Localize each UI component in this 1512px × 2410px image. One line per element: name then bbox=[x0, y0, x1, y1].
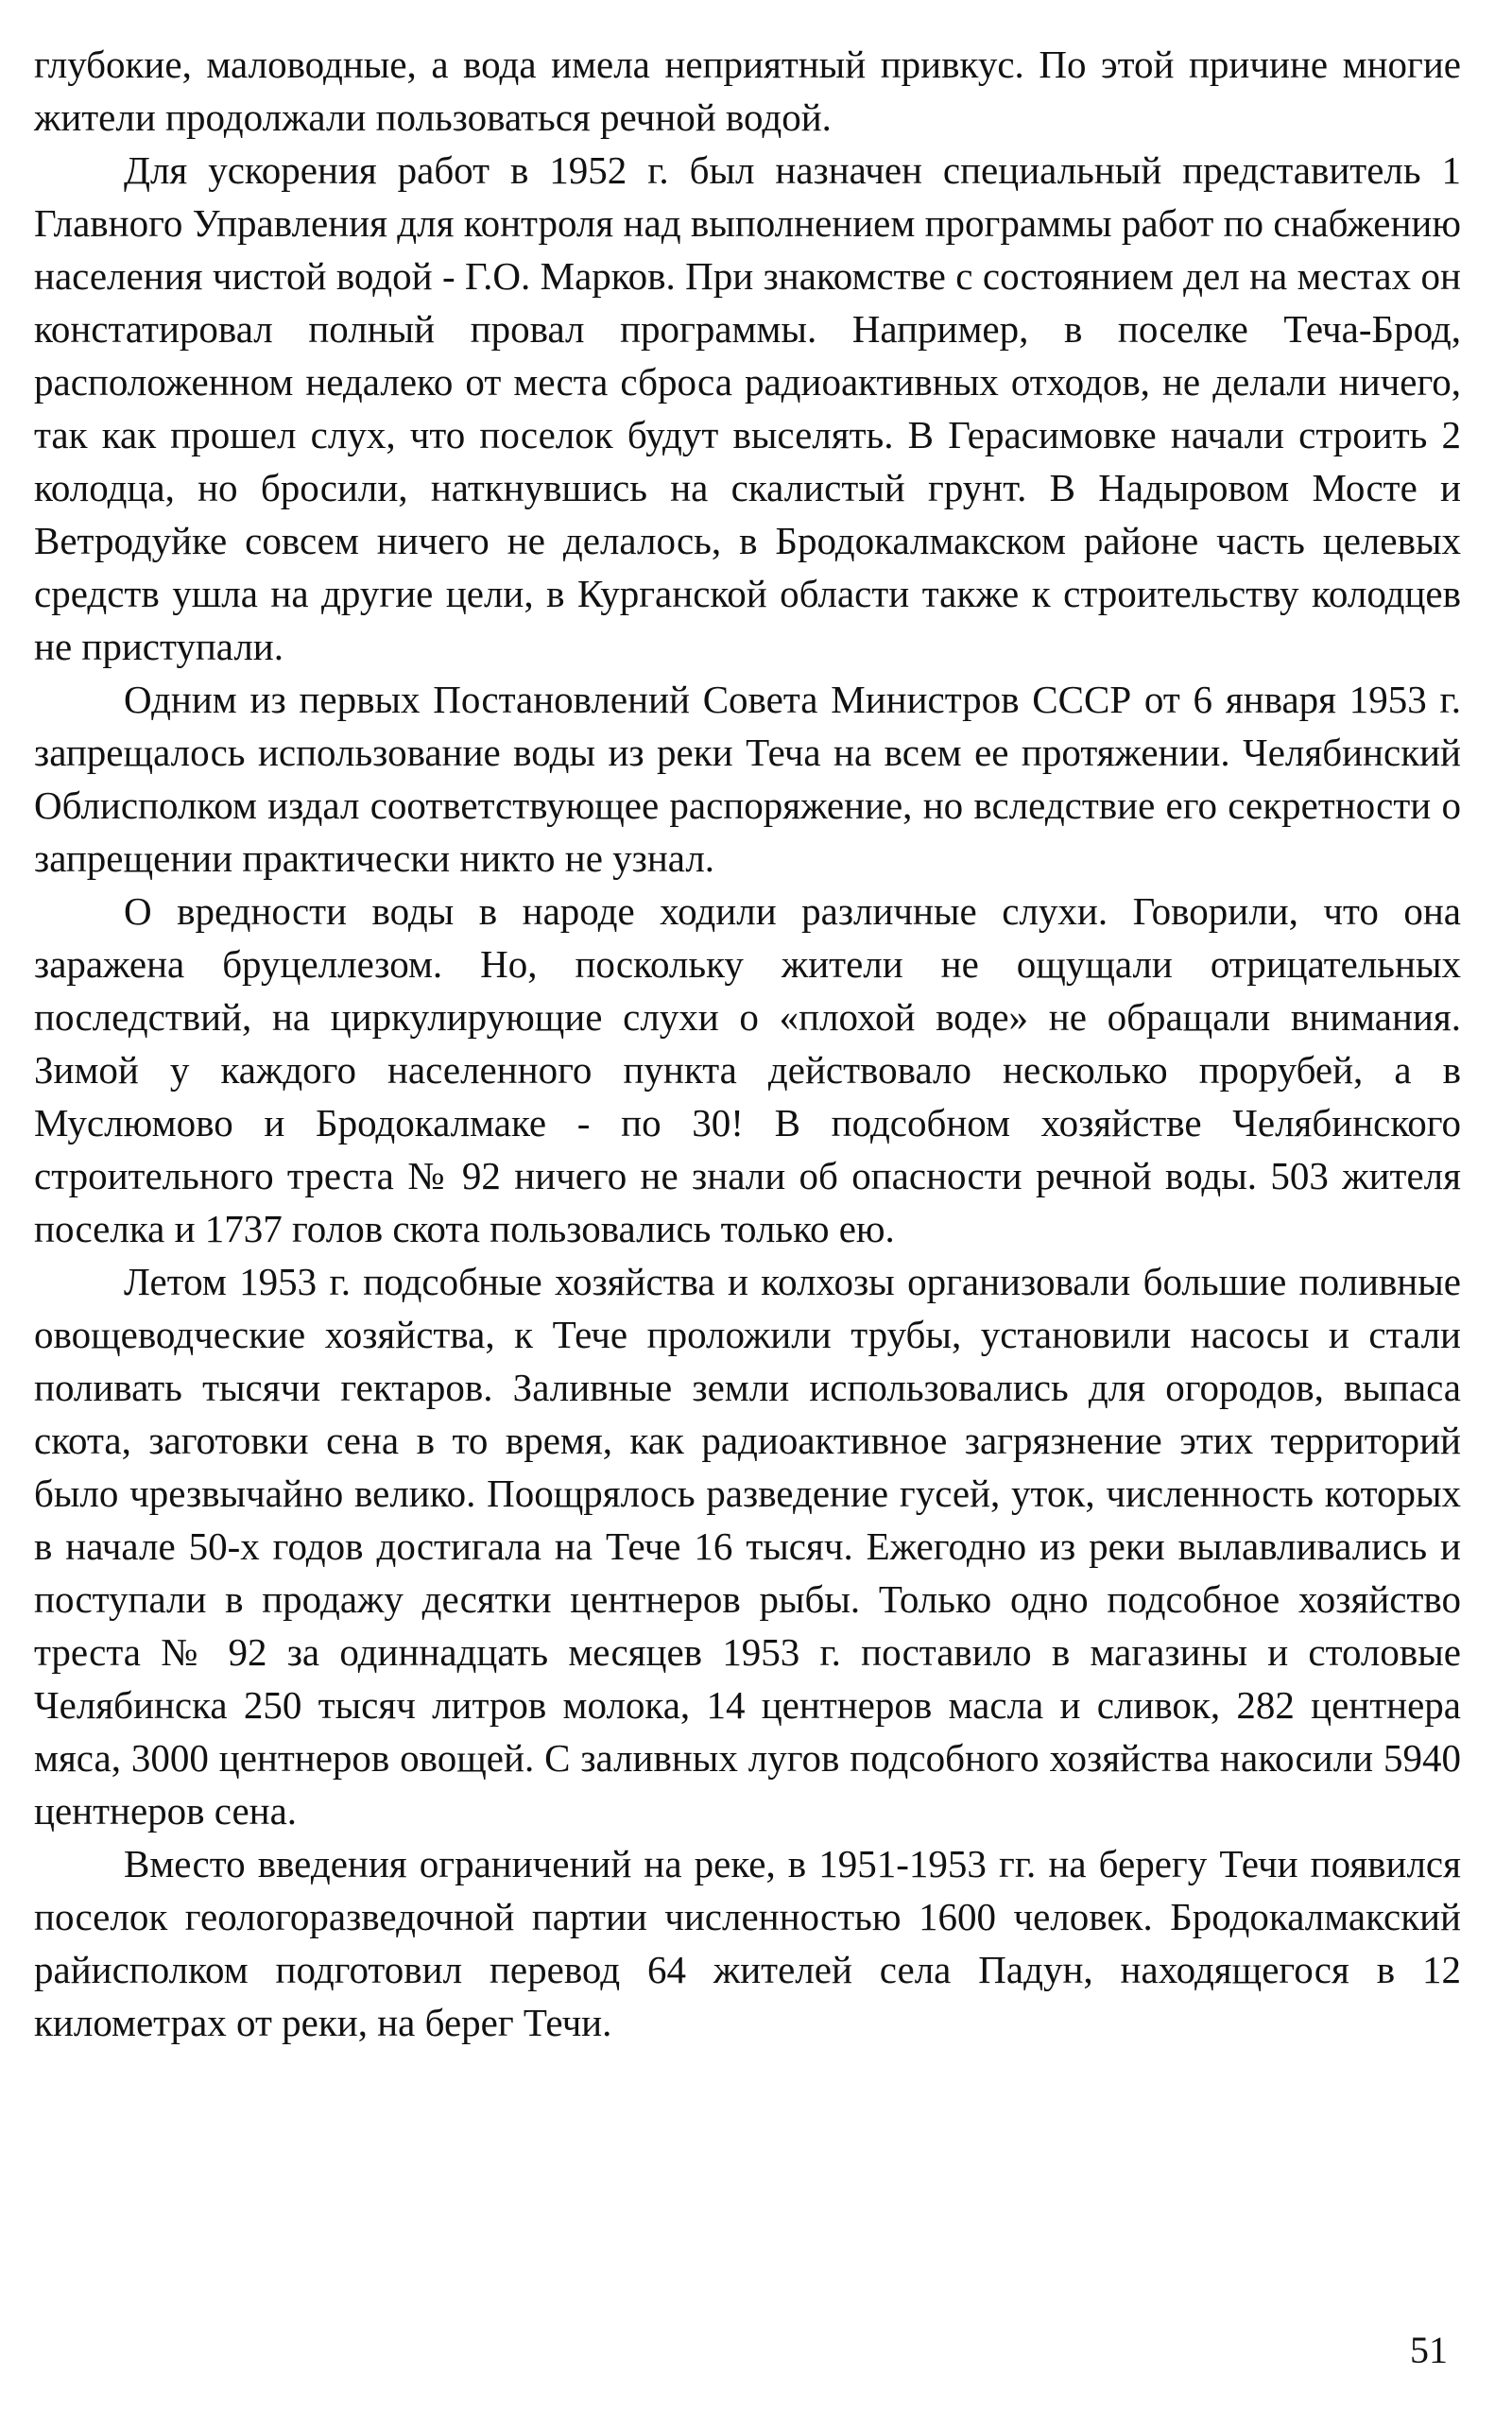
paragraph: О вредности воды в народе ходили различные слухи. Говорили, что она заражена бруцеллезом. Но, поскольку жители не ощущали отрицательных последствий, на циркулирующие слухи о «плохой воде» не обращали внимания. Зимой у каждого населенного пункта действовало несколько прорубей, а в Муслюмово и Бродокалмаке - по 30! В подсобном хозяйстве Челябинского строительного треста № 92 ничего не знали об опасности речной воды. 503 жителя поселка и 1737 голов скота пользовались только ею. bbox=[34, 889, 1461, 1250]
page-number: 51 bbox=[1410, 2329, 1448, 2371]
paragraph: Летом 1953 г. подсобные хозяйства и колхозы организовали большие поливные овощеводческие хозяйства, к Тече проложили трубы, установили насосы и стали поливать тысячи гектаров. Заливные земли использовались для огородов, выпаса скота, заготовки сена в то время, как радиоактивное загрязнение этих территорий было чрезвычайно велико. Поощрялось разведение гусей, уток, численность которых в начале 50-х годов достигала на Тече 16 тысяч. Ежегодно из реки вылавливались и поступали в продажу десятки центнеров рыбы. Только одно подсобное хозяйство треста № 92 за одиннадцать месяцев 1953 г. поставило в магазины и столовые Челябинска 250 тысяч литров молока, 14 центнеров масла и сливок, 282 центнера мяса, 3000 центнеров овощей. С заливных лугов подсобного хозяйства накосили 5940 центнеров сена. bbox=[34, 1260, 1461, 1833]
body-text bbox=[34, 38, 1461, 2049]
paragraph-continued: глубокие, маловодные, а вода имела неприятный привкус. По этой причине многие жители продолжали пользоваться речной водой. bbox=[34, 43, 1461, 139]
paragraph: Для ускорения работ в 1952 г. был назначен специальный представитель 1 Главного Управления для контроля над выполнением программы работ по снабжению населения чистой водой - Г.О. Марков. При знакомстве с состоянием дел на местах он констатировал полный провал программы. Например, в поселке Теча-Брод, расположенном недалеко от места сброса радиоактивных отходов, не делали ничего, так как прошел слух, что поселок будут выселять. В Герасимовке начали строить 2 колодца, но бросили, наткнувшись на скалистый грунт. В Надыровом Мосте и Ветродуйке совсем ничего не делалось, в Бродокалмакском районе часть целевых средств ушла на другие цели, в Курганской области также к строительству колодцев не приступали. bbox=[34, 148, 1461, 668]
paragraph: Одним из первых Постановлений Совета Министров СССР от 6 января 1953 г. запрещалось использование воды из реки Теча на всем ее протяжении. Челябинский Облисполком издал соответствующее распоряжение, но вследствие его секретности о запрещении практически никто не узнал. bbox=[34, 678, 1461, 880]
paragraph: Вместо введения ограничений на реке, в 1951-1953 гг. на берегу Течи появился поселок геологоразведочной партии численностью 1600 человек. Бродокалмакский райисполком подготовил перевод 64 жителей села Падун, находящегося в 12 километрах от реки, на берег Течи. bbox=[34, 1842, 1461, 2044]
